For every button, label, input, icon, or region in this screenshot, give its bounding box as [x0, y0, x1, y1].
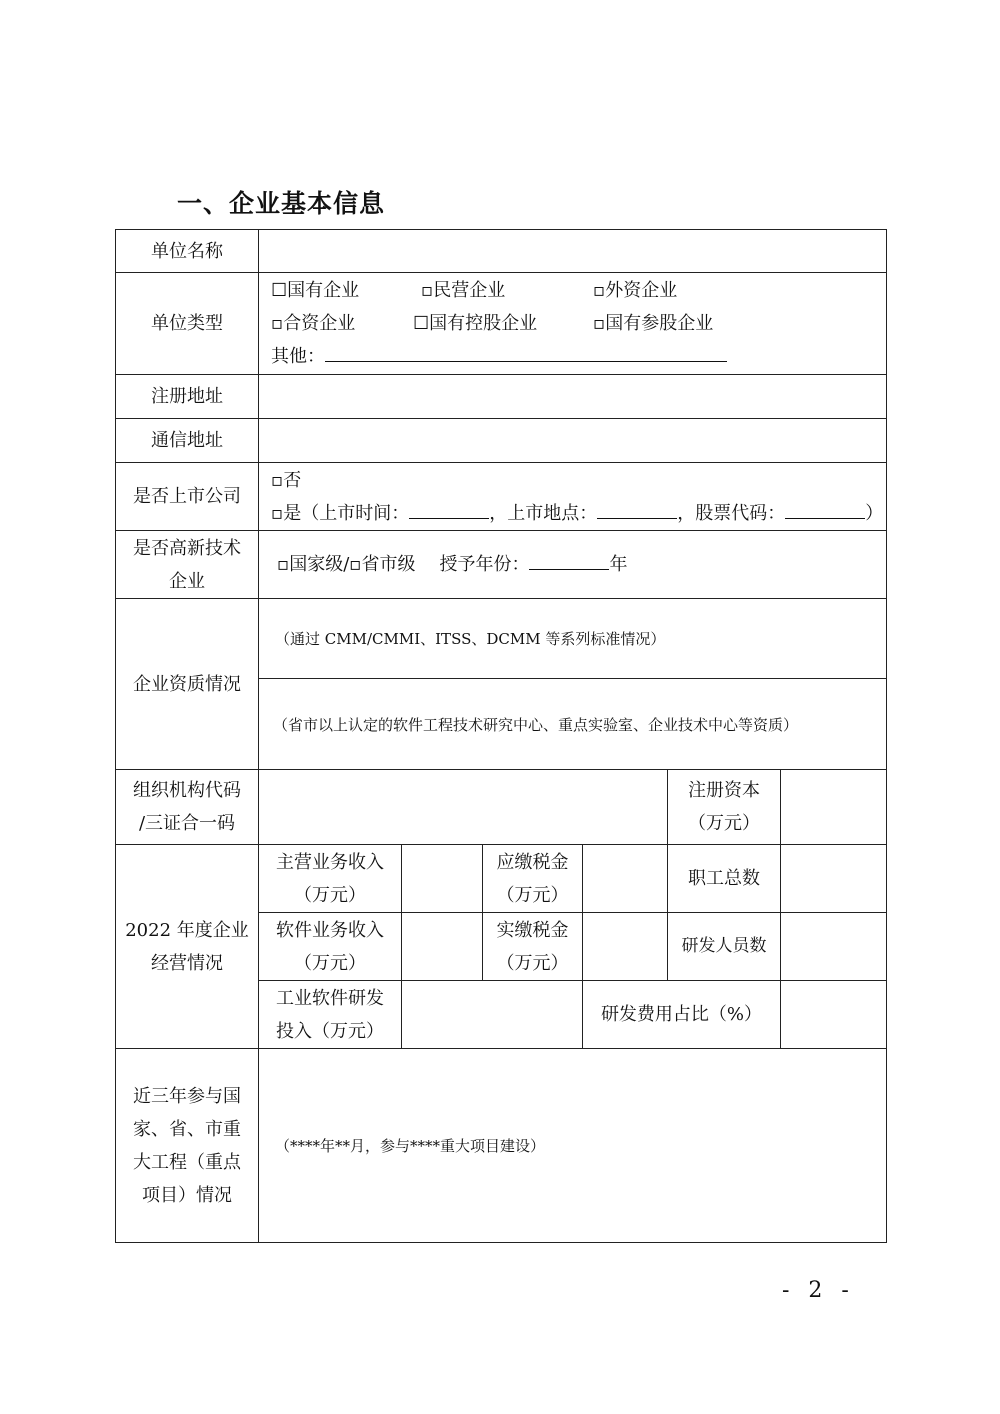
reg-capital-value[interactable]	[781, 770, 887, 845]
row-unit-name	[116, 230, 887, 273]
industrial-rd-label	[259, 981, 402, 1049]
row-projects	[116, 1049, 887, 1243]
business-label-line1: 2022 年度企业	[125, 919, 249, 941]
rd-staff-value[interactable]	[781, 913, 887, 981]
other-input[interactable]	[325, 343, 727, 362]
enterprise-info-table	[115, 229, 887, 1243]
mail-address-value[interactable]	[259, 419, 887, 463]
main-income-label-line2: （万元）	[294, 884, 366, 906]
section-title: 一、企业基本信息	[177, 189, 386, 218]
org-code-value[interactable]	[259, 770, 668, 845]
hightech-label-line1: 是否高新技术	[133, 537, 241, 559]
page-number: - 2 -	[782, 1278, 855, 1303]
listed-place-label: ，上市地点：	[489, 502, 598, 524]
grant-year-input[interactable]	[529, 551, 609, 570]
rd-ratio-value[interactable]	[781, 981, 887, 1049]
projects-label-line4: 项目）情况	[142, 1184, 232, 1206]
tax-due-value[interactable]	[583, 845, 668, 913]
stock-code-input[interactable]	[785, 500, 865, 519]
listed-time-input[interactable]	[409, 500, 489, 519]
listed-place-input[interactable]	[597, 500, 677, 519]
software-income-label	[259, 913, 402, 981]
industrial-rd-value[interactable]	[402, 981, 583, 1049]
tax-paid-label-line1: 实缴税金	[496, 919, 569, 941]
checkbox-private[interactable]: ▫民营企业	[421, 280, 506, 301]
projects-label-line1: 近三年参与国	[133, 1085, 241, 1107]
tax-paid-label	[483, 913, 583, 981]
checkbox-foreign[interactable]: ▫外资企业	[593, 280, 678, 301]
row-business-1	[116, 845, 887, 913]
row-listed	[116, 463, 887, 531]
org-code-label-line2: /三证合一码	[138, 813, 236, 834]
checkbox-not-listed[interactable]: ▫否	[271, 469, 302, 491]
rd-ratio-label: 研发费用占比（%）	[583, 981, 781, 1049]
main-income-label	[259, 845, 402, 913]
unit-name-value[interactable]	[259, 230, 887, 273]
tax-paid-value[interactable]	[583, 913, 668, 981]
tax-due-label-line2: （万元）	[496, 884, 569, 906]
row-org-code	[116, 770, 887, 845]
projects-label-line2: 家、省、市重	[133, 1118, 241, 1140]
row-mail-address	[116, 419, 887, 463]
staff-label: 职工总数	[668, 845, 781, 913]
listed-options	[259, 463, 887, 531]
industrial-rd-label-line2: 投入（万元）	[276, 1020, 384, 1042]
unit-type-label: 单位类型	[116, 273, 259, 375]
qualification-centers-note[interactable]: （省市以上认定的软件工程技术研究中心、重点实验室、企业技术中心等资质）	[259, 679, 887, 770]
projects-label-line3: 大工程（重点	[133, 1151, 241, 1173]
software-income-label-line2: （万元）	[294, 952, 366, 974]
hightech-options	[259, 531, 887, 599]
tax-due-label-line1: 应缴税金	[496, 851, 569, 873]
org-code-label	[116, 770, 259, 845]
software-income-value[interactable]	[402, 913, 483, 981]
staff-value[interactable]	[781, 845, 887, 913]
grant-year-label: 授予年份：	[439, 554, 530, 575]
projects-label	[116, 1049, 259, 1243]
checkbox-state-holding[interactable]: ☐国有控股企业	[413, 313, 538, 334]
mail-address-label: 通信地址	[116, 419, 259, 463]
unit-name-label: 单位名称	[116, 230, 259, 273]
main-income-label-line1: 主营业务收入	[276, 851, 384, 873]
reg-address-value[interactable]	[259, 375, 887, 419]
checkbox-listed[interactable]: ▫是（上市时间：	[271, 502, 410, 524]
reg-capital-label-line2: （万元）	[688, 813, 760, 834]
listed-close: ）	[865, 502, 884, 524]
checkbox-state-owned[interactable]: ☐国有企业	[271, 280, 360, 301]
qualification-standards-note[interactable]: （通过 CMM/CMMI、ITSS、DCMM 等系列标准情况）	[259, 599, 887, 679]
stock-code-label: ，股票代码：	[677, 502, 786, 524]
hightech-level-checkboxes[interactable]: ▫国家级/▫省市级	[277, 554, 416, 575]
business-label	[116, 845, 259, 1049]
row-reg-address	[116, 375, 887, 419]
hightech-label	[116, 531, 259, 599]
listed-label: 是否上市公司	[116, 463, 259, 531]
tax-due-label	[483, 845, 583, 913]
tax-paid-label-line2: （万元）	[496, 952, 569, 974]
checkbox-state-share[interactable]: ▫国有参股企业	[593, 313, 714, 334]
reg-address-label: 注册地址	[116, 375, 259, 419]
checkbox-joint-venture[interactable]: ▫合资企业	[271, 313, 356, 334]
row-qualification-1	[116, 599, 887, 679]
qualification-label: 企业资质情况	[116, 599, 259, 770]
main-income-value[interactable]	[402, 845, 483, 913]
unit-type-options	[259, 273, 887, 375]
hightech-label-line2: 企业	[169, 570, 205, 592]
grant-year-unit: 年	[609, 554, 628, 575]
reg-capital-label	[668, 770, 781, 845]
projects-note[interactable]: （****年**月，参与****重大项目建设）	[259, 1049, 887, 1243]
software-income-label-line1: 软件业务收入	[276, 919, 384, 941]
other-label: 其他：	[271, 346, 325, 367]
row-unit-type	[116, 273, 887, 375]
reg-capital-label-line1: 注册资本	[688, 780, 760, 801]
row-hightech	[116, 531, 887, 599]
industrial-rd-label-line1: 工业软件研发	[276, 987, 384, 1009]
rd-staff-label: 研发人员数	[668, 913, 781, 981]
org-code-label-line1: 组织机构代码	[133, 780, 241, 801]
business-label-line2: 经营情况	[151, 952, 223, 974]
